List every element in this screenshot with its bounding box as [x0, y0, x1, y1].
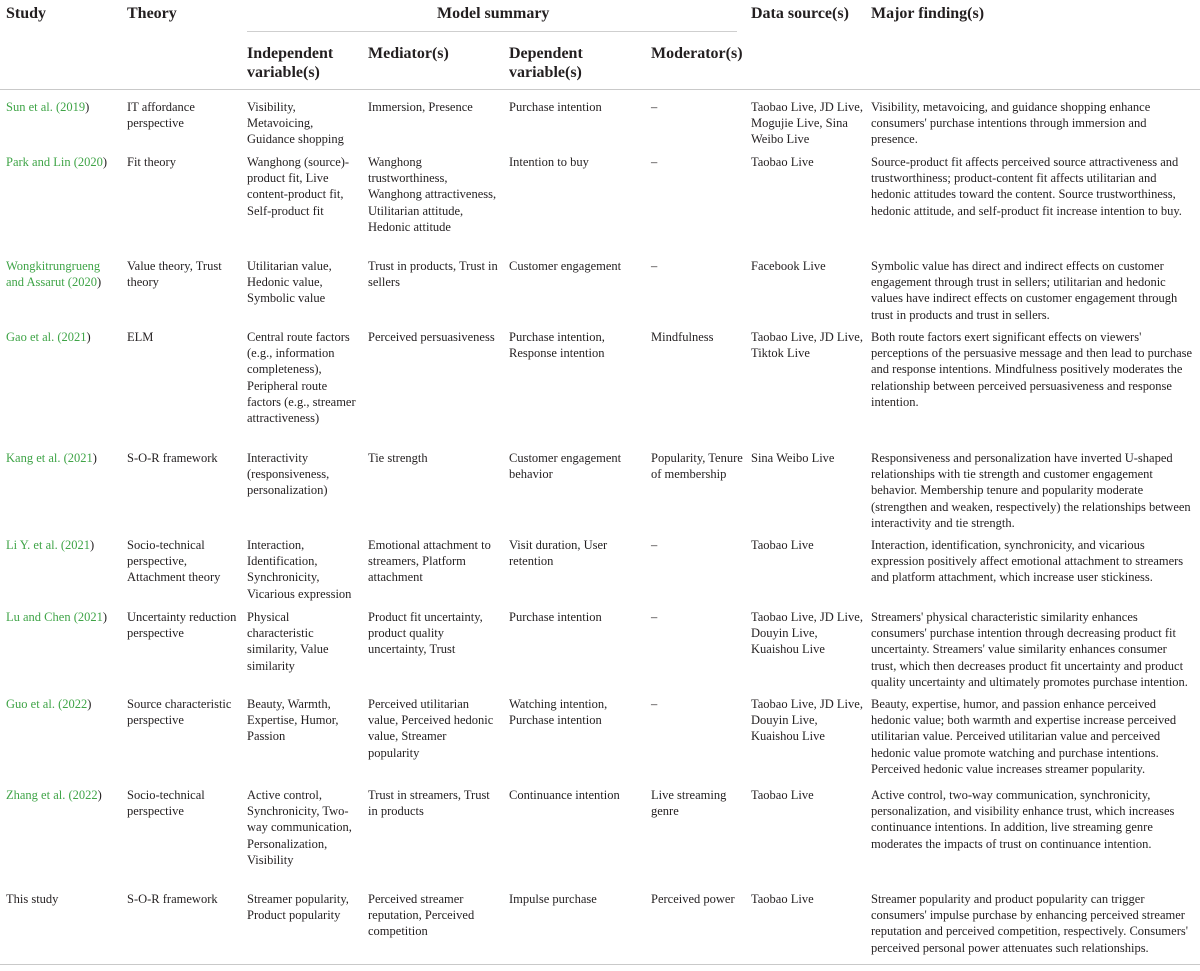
moderators-cell: –: [651, 259, 658, 273]
study-link[interactable]: Sun et al. (2019: [6, 100, 86, 114]
header-moderators: Moderator(s): [651, 45, 743, 62]
finding-cell: Source-product fit affects perceived source attractiveness and trustworthiness; product-content fit affects utilitarian and hedonic attitudes toward the content. Source trustworthiness, hedonic attitude, and self-product fit increase intention to buy.: [871, 155, 1182, 218]
study-link[interactable]: Zhang et al. (2022: [6, 788, 98, 802]
header-dependent: Dependent variable(s): [509, 45, 583, 81]
study-link[interactable]: Guo et al. (2022: [6, 697, 88, 711]
data-source-cell: Taobao Live: [751, 155, 814, 169]
study-cell: Guo et al. (2022): [6, 697, 92, 711]
dependent-cell: Visit duration, User retention: [509, 538, 608, 569]
header-theory: Theory: [127, 5, 177, 22]
header-data-source: Data source(s): [751, 5, 849, 22]
data-source-cell: Taobao Live, JD Live, Tiktok Live: [751, 330, 863, 361]
study-cell: Park and Lin (2020): [6, 155, 108, 169]
data-source-cell: Taobao Live: [751, 892, 814, 906]
study-link[interactable]: Kang et al. (2021: [6, 451, 93, 465]
dependent-cell: Customer engagement: [509, 259, 622, 273]
mediators-cell: Tie strength: [368, 451, 428, 465]
independent-cell: Wanghong (source)-product fit, Live content-product fit, Self-product fit: [247, 155, 350, 218]
dependent-cell: Continuance intention: [509, 788, 620, 802]
finding-cell: Beauty, expertise, humor, and passion enhance perceived hedonic value; both warmth and expertise increase perceived utilitarian value. Perceived utilitarian value and perceived hedonic value promote watching and purchase intentions. Perceived hedonic value increases streamer popularity.: [871, 697, 1177, 776]
theory-cell: Source characteristic perspective: [127, 697, 232, 728]
finding-cell: Streamer popularity and product popularity can trigger consumers' impulse purchase by enhancing perceived streamer reputation and perceived competition, respectively. Consumers' perceived personal power attenuates such relationships.: [871, 892, 1188, 955]
header-mediators: Mediator(s): [368, 45, 449, 62]
header-study: Study: [6, 5, 47, 22]
independent-cell: Interaction, Identification, Synchronicity, Vicarious expression: [247, 538, 352, 601]
finding-cell: Streamers' physical characteristic similarity enhances consumers' purchase intention through decreasing product fit uncertainty. Streamers' value similarity enhances consumer trust, which then decreases product fit uncertainty and product quality uncertainty and ultimately promotes purchase intention.: [871, 610, 1188, 689]
finding-cell: Both route factors exert significant effects on viewers' perceptions of the persuasive message and then lead to purchase and response intentions. Mindfulness positively moderates the relationship between perceived persuasiveness and response intention.: [871, 330, 1193, 409]
independent-cell: Active control, Synchronicity, Two-way communication, Personalization, Visibility: [247, 788, 352, 867]
data-source-cell: Taobao Live, JD Live, Douyin Live, Kuaishou Live: [751, 697, 863, 744]
theory-cell: Fit theory: [127, 155, 176, 169]
header-major-finding: Major finding(s): [871, 5, 985, 22]
moderators-cell: Popularity, Tenure of membership: [651, 451, 743, 482]
study-cell: Sun et al. (2019): [6, 100, 90, 114]
study-cell: This study: [6, 892, 59, 906]
model-summary-underline: [247, 31, 737, 32]
data-source-cell: Taobao Live: [751, 538, 814, 552]
theory-cell: Value theory, Trust theory: [127, 259, 222, 290]
finding-cell: Active control, two-way communication, synchronicity, personalization, and visibility enhance trust, which increases continuance intentions. In addition, live streaming genre moderates the impacts of trust on continuance intention.: [871, 788, 1175, 851]
finding-cell: Interaction, identification, synchronicity, and vicarious expression positively affect emotional attachment to streamers and platform attachment, which increase user stickiness.: [871, 538, 1184, 585]
independent-cell: Beauty, Warmth, Expertise, Humor, Passion: [247, 697, 339, 744]
mediators-cell: Trust in streamers, Trust in products: [368, 788, 490, 819]
header-rule: [0, 89, 1200, 90]
study-cell: Gao et al. (2021): [6, 330, 91, 344]
independent-cell: Central route factors (e.g., information completeness), Peripheral route factors (e.g., streamer attractiveness): [247, 330, 356, 426]
moderators-cell: Perceived power: [651, 892, 735, 906]
dependent-cell: Impulse purchase: [509, 892, 597, 906]
mediators-cell: Perceived streamer reputation, Perceived competition: [368, 892, 475, 939]
bottom-rule: [0, 964, 1200, 965]
dependent-cell: Purchase intention, Response intention: [509, 330, 605, 361]
study-cell: Kang et al. (2021): [6, 451, 97, 465]
moderators-cell: –: [651, 697, 658, 711]
finding-cell: Responsiveness and personalization have inverted U-shaped relationships with tie strength and customer engagement behavior. Membership tenure and popularity moderate (strengthen and weaken, respectively) the relationships between interactivity and tie strength.: [871, 451, 1191, 530]
data-source-cell: Sina Weibo Live: [751, 451, 835, 465]
data-source-cell: Facebook Live: [751, 259, 826, 273]
mediators-cell: Emotional attachment to streamers, Platform attachment: [368, 538, 491, 585]
study-link[interactable]: Li Y. et al. (2021: [6, 538, 91, 552]
dependent-cell: Purchase intention: [509, 610, 602, 624]
mediators-cell: Perceived utilitarian value, Perceived hedonic value, Streamer popularity: [368, 697, 494, 760]
study-cell: Wongkitrungrueng and Assarut (2020): [6, 259, 102, 290]
theory-cell: S-O-R framework: [127, 451, 218, 465]
theory-cell: IT affordance perspective: [127, 100, 195, 131]
data-source-cell: Taobao Live, JD Live, Douyin Live, Kuaishou Live: [751, 610, 863, 657]
independent-cell: Utilitarian value, Hedonic value, Symbolic value: [247, 259, 332, 306]
mediators-cell: Perceived persuasiveness: [368, 330, 495, 344]
moderators-cell: Mindfulness: [651, 330, 714, 344]
dependent-cell: Purchase intention: [509, 100, 602, 114]
study-cell: Lu and Chen (2021): [6, 610, 108, 624]
data-source-cell: Taobao Live, JD Live, Mogujie Live, Sina Weibo Live: [751, 100, 863, 147]
theory-cell: Socio-technical perspective: [127, 788, 205, 819]
mediators-cell: Immersion, Presence: [368, 100, 473, 114]
theory-cell: S-O-R framework: [127, 892, 218, 906]
study-link[interactable]: Wongkitrungrueng and Assarut (2020: [6, 259, 101, 290]
data-source-cell: Taobao Live: [751, 788, 814, 802]
header-model-summary: Model summary: [437, 5, 550, 22]
dependent-cell: Watching intention, Purchase intention: [509, 697, 608, 728]
moderators-cell: –: [651, 100, 658, 114]
moderators-cell: Live streaming genre: [651, 788, 727, 819]
study-cell: Zhang et al. (2022): [6, 788, 102, 802]
finding-cell: Symbolic value has direct and indirect effects on customer engagement through trust in sellers; utilitarian and hedonic values have indirect effects on customer engagement through trust in products and trust in sellers.: [871, 259, 1178, 322]
dependent-cell: Intention to buy: [509, 155, 589, 169]
independent-cell: Physical characteristic similarity, Value similarity: [247, 610, 329, 673]
theory-cell: Uncertainty reduction perspective: [127, 610, 237, 641]
study-link[interactable]: Gao et al. (2021: [6, 330, 87, 344]
moderators-cell: –: [651, 538, 658, 552]
study-cell: Li Y. et al. (2021): [6, 538, 95, 552]
mediators-cell: Trust in products, Trust in sellers: [368, 259, 498, 290]
moderators-cell: –: [651, 155, 658, 169]
mediators-cell: Product fit uncertainty, product quality uncertainty, Trust: [368, 610, 483, 657]
study-link[interactable]: Park and Lin (2020: [6, 155, 103, 169]
independent-cell: Streamer popularity, Product popularity: [247, 892, 349, 923]
independent-cell: Interactivity (responsiveness, personalization): [247, 451, 330, 498]
moderators-cell: –: [651, 610, 658, 624]
independent-cell: Visibility, Metavoicing, Guidance shopping: [247, 100, 344, 147]
mediators-cell: Wanghong trustworthiness, Wanghong attractiveness, Utilitarian attitude, Hedonic attitude: [368, 155, 497, 234]
finding-cell: Visibility, metavoicing, and guidance shopping enhance consumers' purchase intentions through immersion and presence.: [871, 100, 1151, 147]
theory-cell: Socio-technical perspective, Attachment theory: [127, 538, 221, 585]
theory-cell: ELM: [127, 330, 154, 344]
dependent-cell: Customer engagement behavior: [509, 451, 622, 482]
header-independent: Independent variable(s): [247, 45, 334, 81]
study-link[interactable]: Lu and Chen (2021: [6, 610, 103, 624]
